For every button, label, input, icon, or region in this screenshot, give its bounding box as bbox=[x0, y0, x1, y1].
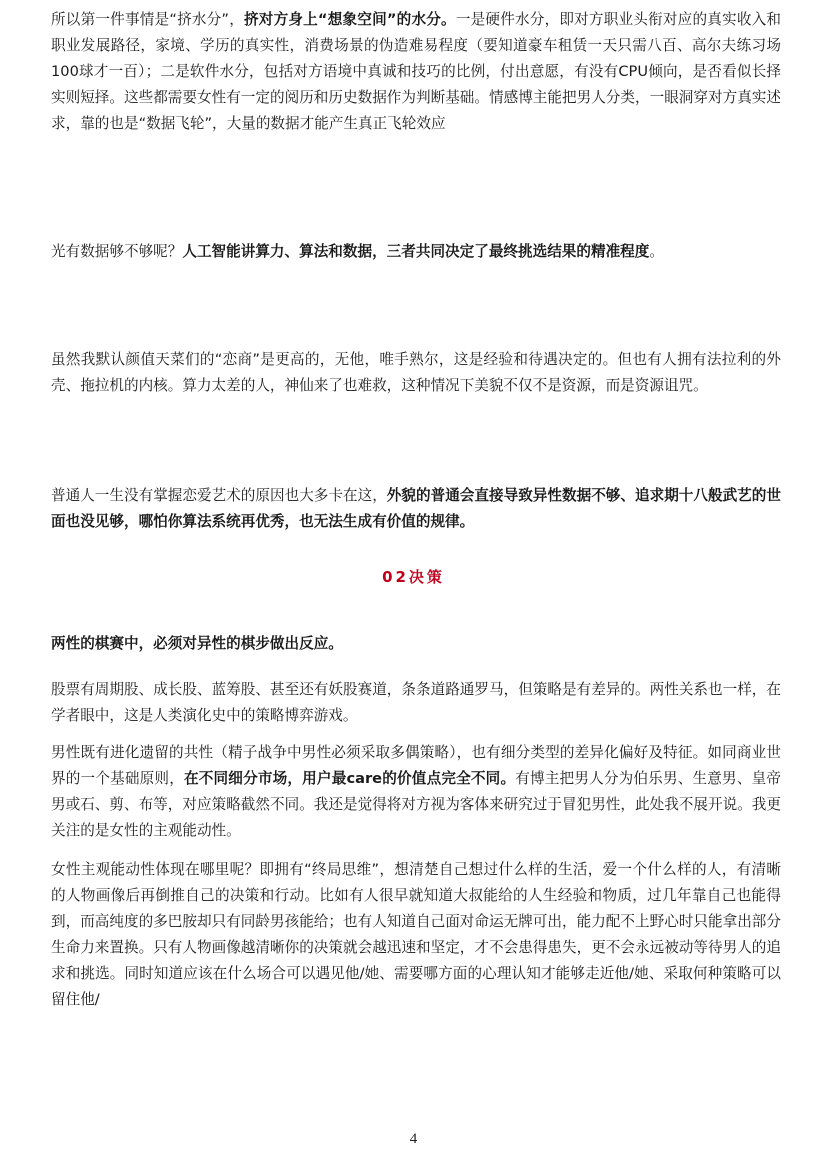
paragraph-chess-game bbox=[51, 631, 781, 657]
p2-seg-1-bold: 人工智能讲算力、算法和数据，三者共同决定了最终挑选结果的精准程度 bbox=[182, 243, 650, 260]
p1-seg-1-bold: 挤对方身上“想象空间”的水分。 bbox=[243, 11, 456, 28]
paragraph-female-agency bbox=[51, 857, 781, 1013]
p1-seg-0: 所以第一件事情是“挤水分”， bbox=[51, 11, 244, 28]
p4-seg-1-bold: 外貌的普通会直接导致异性数据不够、追求期十八般武艺的世面也没见够，哪怕你算法系统再优秀，也无法生成有价值的规律。 bbox=[51, 487, 781, 530]
p3-seg-0: 虽然我默认颜值天菜们的“恋商”是更高的，无他，唯手熟尔，这是经验和待遇决定的。但也有人拥有法拉利的外壳、拖拉机的内核。算力太差的人，神仙来了也难救，这种情况下美貌不仅不是资源，而是资源诅咒。 bbox=[51, 351, 781, 394]
p7-seg-2: 有博主把男人分为伯乐男、生意男、皇帝男或石、剪、布等，对应策略截然不同。我还是觉得将对方视为客体来研究过于冒犯男性，此处我不展开说。我更关注的是女性的主观能动性。 bbox=[51, 770, 781, 839]
paragraph-stocks bbox=[51, 677, 781, 729]
section-heading: 02决策 bbox=[382, 568, 445, 586]
paragraph-data-enough bbox=[51, 239, 781, 265]
p1-seg-2: 一是硬件水分，即对方职业头衔对应的真实收入和职业发展路径，家境、学历的真实性，消费场景的伪造难易程度（要知道豪车租赁一天只需八百、高尔夫练习场100球才一百）；二是软件水分，包括对方语境中真诚和技巧的比例，付出意愿，有没有CPU倾向，是否看似长择实则短择。这些都需要女性有一定的阅历和历史数据作为判断基础。情感博主能把男人分类，一眼洞穿对方真实述求，靠的也是“数据飞轮”，大量的数据才能产生真正飞轮效应 bbox=[51, 11, 781, 132]
p7-seg-0: 男性既有进化遗留的共性（精子战争中男性必须采取多偶策略），也有细分类型的差异化偏好及特征。如同商业世界的一个基础原则， bbox=[51, 744, 781, 787]
paragraph-male-types bbox=[51, 740, 781, 844]
p2-seg-0: 光有数据够不够呢？ bbox=[51, 243, 183, 260]
paragraph-squeeze-water bbox=[51, 7, 781, 137]
page-number: 4 bbox=[409, 1131, 418, 1147]
p6-seg-0: 股票有周期股、成长股、蓝筹股、甚至还有妖股赛道，条条道路通罗马，但策略是有差异的。两性关系也一样，在学者眼中，这是人类演化史中的策略博弈游戏。 bbox=[51, 681, 781, 724]
p5-seg-0-bold: 两性的棋赛中，必须对异性的棋步做出反应。 bbox=[51, 635, 343, 652]
p7-seg-1-bold: 在不同细分市场，用户最care的价值点完全不同。 bbox=[183, 770, 516, 787]
paragraph-ordinary-people bbox=[51, 483, 781, 535]
p8-seg-0: 女性主观能动性体现在哪里呢？即拥有“终局思维”，想清楚自己想过什么样的生活，爱一个什么样的人，有清晰的人物画像后再倒推自己的决策和行动。比如有人很早就知道大叔能给的人生经验和物质，过几年靠自己也能得到，而高纯度的多巴胺却只有同龄男孩能给；也有人知道自己面对命运无牌可出，能力配不上野心时只能拿出部分生命力来置换。只有人物画像越清晰你的决策就会越迅速和坚定，才不会患得患失，更不会永远被动等待男人的追求和挑选。同时知道应该在什么场合可以遇见他/她、需要哪方面的心理认知才能够走近他/她、采取何种策略可以留住他/ bbox=[51, 861, 781, 1008]
p2-seg-2: 。 bbox=[649, 243, 664, 260]
p4-seg-0: 普通人一生没有掌握恋爱艺术的原因也大多卡在这， bbox=[51, 487, 387, 504]
paragraph-looks-and-compute bbox=[51, 347, 781, 399]
